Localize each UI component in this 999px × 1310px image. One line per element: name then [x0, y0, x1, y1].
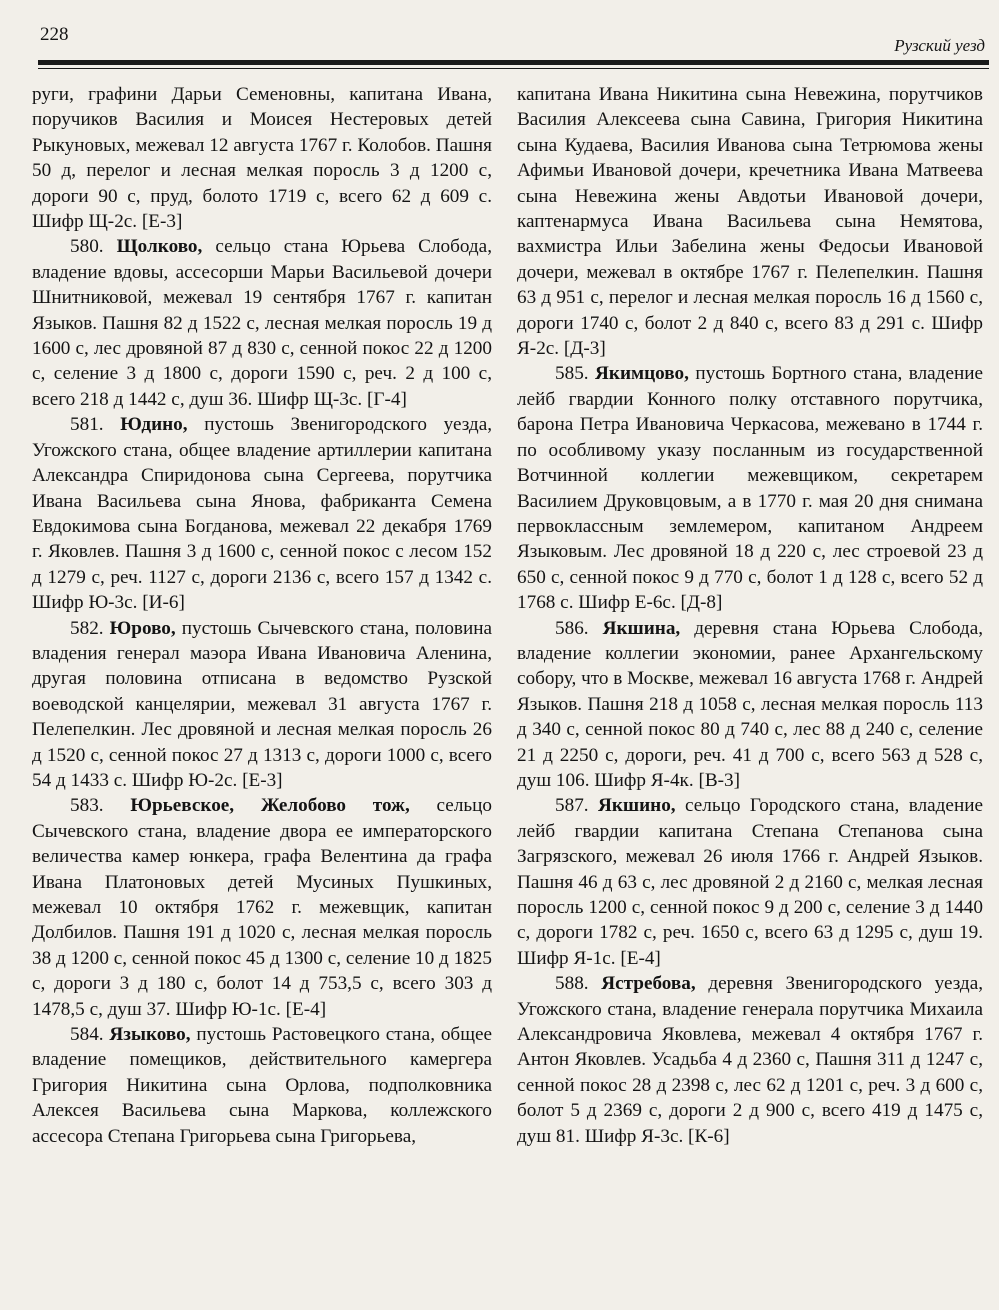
entry-text: капитана Ивана Никитина сына Невежина, порутчиков Василия Алексеева сына Савина, Григория Никитина сына Кудаева, Василия Иванова сына Тетрюмова жены Афимьи Ивановой дочери, кречетника Ивана Матвеева сына Невежина жены Авдотьи Ивановой дочери, каптенармуса Ивана Васильева сына Немятова, вахмистра Ильи Забелина жены Федосьи Ивановой дочери, межевал в октябре 1767 г. Пелепелкин. Пашня 63 д 951 с, перелог и лесная мелкая поросль 16 д 1560 с, дороги 1740 с, болот 2 д 840 с, всего 83 д 291 с. Шифр Я-2с. [Д-3]	[517, 84, 983, 360]
entry-text: сельцо Городского стана, владение лейб гвардии капитана Степана Степанова сына Загрязского, межевал 26 июля 1766 г. Андрей Языков. Пашня 46 д 63 с, лес дровяной 2 д 2160 с, мелкая лесная поросль 1200 с, сенной покос 9 д 200 с, селение 3 д 1440 с, дороги 1782 с, реч. 1650 с, всего 63 д 1295 с, душ 19. Шифр Я-1с. [Е-4]	[517, 795, 983, 969]
entry-number: 583.	[70, 795, 104, 817]
entry-text: деревня Звенигородского уезда, Угожского стана, владение генерала порутчика Михаила Александровича Яковлева, межевал 4 октября 1767 г. Антон Яковлев. Усадьба 4 д 2360 с, Пашня 311 д 1247 с, сенной покос 28 д 2398 с, лес 62 д 1201 с, реч. 3 д 600 с, болот 5 д 2369 с, дороги 2 д 900 с, всего 419 д 1475 с, душ 81. Шифр Я-3с. [К-6]	[517, 973, 984, 1147]
entry-name: Юрьевское, Желобово тож,	[130, 795, 410, 817]
entry-582	[32, 616, 492, 794]
entry-name: Юдино,	[120, 414, 188, 436]
page-number: 228	[40, 24, 69, 45]
entry-text: пустошь Звенигородского уезда, Угожского стана, общее владение артиллерии капитана Александра Спиридонова сына Сергеева, порутчика Ивана Васильева сына Янова, фабриканта Семена Евдокимова сына Богданова, межевал 22 декабря 1769 г. Яковлев. Пашня 3 д 1600 с, сенной покос с лесом 152 д 1279 с, реч. 1127 с, дороги 2136 с, всего 157 д 1342 с. Шифр Ю-3с. [И-6]	[32, 414, 493, 614]
entry-587	[517, 793, 983, 971]
entry-number: 582.	[70, 617, 104, 639]
header-rule	[38, 60, 989, 65]
entry-text: сельцо стана Юрьева Слобода, владение вдовы, ассесорши Марьи Васильевой дочери Шнитниковой, межевал 19 сентября 1767 г. капитан Языков. Пашня 82 д 1522 с, лесная мелкая поросль 19 д 1600 с, лес дровяной 87 д 830 с, сенной покос 22 д 1200 с, селение 3 д 1800 с, дороги 1590 с, реч. 2 д 100 с, всего 218 д 1442 с, душ 36. Шифр Щ-3с. [Г-4]	[32, 236, 492, 410]
entry-number: 580.	[70, 236, 104, 258]
entry-text: руги, графини Дарьи Семеновны, капитана Ивана, поручиков Василия и Моисея Нестеровых детей Рыкуновых, межевал 12 августа 1767 г. Колобов. Пашня 50 д, перелог и лесная мелкая поросль 3 д 1200 с, дороги 90 с, пруд, болото 1719 с, всего 62 д 609 с. Шифр Щ-2с. [Е-3]	[32, 84, 492, 233]
entry-name: Якшина,	[602, 617, 681, 639]
entry-text: пустошь Растовецкого стана, общее владение помещиков, действительного камергера Григория Никитина сына Орлова, подполковника Алексея Васильева сына Маркова, коллежского ассесора Степана Григорьева сына Григорьева,	[32, 1024, 492, 1147]
entry-name: Щолково,	[116, 236, 203, 258]
running-head: Рузский уезд	[894, 36, 985, 55]
entry-name: Юрово,	[109, 617, 176, 639]
entry-text: деревня стана Юрьева Слобода, владение коллегии экономии, ранее Архангельскому собору, что в Москве, межевал 16 августа 1768 г. Андрей Языков. Пашня 218 д 1058 с, лесная мелкая поросль 113 д 340 с, сенной покос 80 д 740 с, лес 88 д 240 с, селение 21 д 2250 с, дороги, реч. 41 д 700 с, всего 563 д 528 с, душ 106. Шифр Я-4к. [В-3]	[517, 617, 984, 791]
entry-588	[517, 971, 983, 1149]
entry-585	[517, 361, 983, 615]
entry-text: пустошь Сычевского стана, половина владения генерал маэора Ивана Ивановича Аленина, другая половина отписана в ведомство Рузской воеводской канцелярии, межевал 31 августа 1767 г. Пелепелкин. Лес дровяной и лесная мелкая поросль 26 д 1520 с, сенной покос 27 д 1313 с, дороги 1000 с, всего 54 д 1433 с. Шифр Ю-2с. [Е-3]	[32, 617, 493, 791]
entry-number: 587.	[555, 795, 589, 817]
entry-580	[32, 234, 492, 412]
entry-continued	[32, 82, 492, 234]
left-column	[32, 82, 492, 1149]
entry-583	[32, 793, 492, 1022]
right-column	[517, 82, 983, 1149]
entry-number: 588.	[555, 973, 589, 995]
entry-name: Ястребова,	[601, 973, 696, 995]
entry-number: 585.	[555, 363, 589, 385]
entry-number: 584.	[70, 1024, 104, 1046]
entry-continued	[517, 82, 983, 361]
entry-581	[32, 412, 492, 615]
entry-584	[32, 1022, 492, 1149]
entry-number: 581.	[70, 414, 104, 436]
entry-text: пустошь Бортного стана, владение лейб гвардии Конного полку отставного порутчика, барона Петра Ивановича Черкасова, межевано в 1744 г. по особливому указу посланным из государственной Вотчинной коллегии межевщиком, секретарем Василием Друковцовым, а в 1770 г. мая 20 дня снимана первоклассным землемером, капитаном Андреем Языковым. Лес дровяной 18 д 220 с, лес строевой 23 д 650 с, сенной покос 9 д 770 с, болот 1 д 128 с, всего 52 д 1768 с. Шифр Е-6с. [Д-8]	[517, 363, 984, 614]
entry-586	[517, 616, 983, 794]
entry-name: Языково,	[109, 1024, 191, 1046]
entry-text: сельцо Сычевского стана, владение двора ее императорского величества камер юнкера, графа Велентина да графа Ивана Платоновых детей Мусиных Пушкиных, межевал 10 октября 1762 г. межевщик, капитан Долбилов. Пашня 191 д 1020 с, лесная мелкая поросль 38 д 1200 с, сенной покос 45 д 1300 с, селение 10 д 1825 с, дороги 3 д 180 с, болот 14 д 753,5 с, всего 303 д 1478,5 с, душ 37. Шифр Ю-1с. [Е-4]	[32, 795, 493, 1020]
entry-name: Якимцово,	[595, 363, 689, 385]
entry-name: Якшино,	[597, 795, 676, 817]
entry-number: 586.	[555, 617, 589, 639]
